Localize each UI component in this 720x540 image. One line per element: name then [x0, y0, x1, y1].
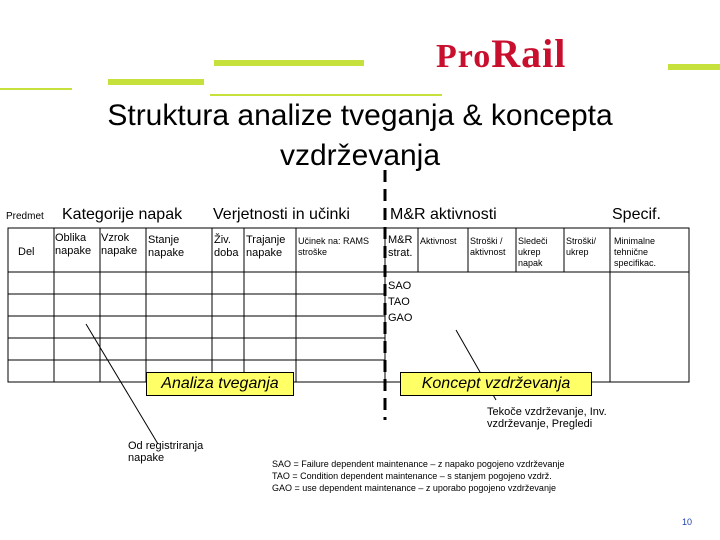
- subheader-ucinek: Učinek na: RAMS stroške: [298, 236, 370, 257]
- note-tekoce: Tekoče vzdrževanje, Inv. vzdrževanje, Pregledi: [487, 406, 607, 430]
- subheader-stanje: Stanje napake: [148, 234, 185, 259]
- subheader-sledeci: Sledeči ukrep napak: [518, 236, 548, 268]
- header-kategorije: Kategorije napak: [62, 206, 183, 223]
- header-predmet: Predmet: [6, 211, 44, 222]
- page-number: 10: [682, 517, 693, 527]
- code-sao: SAO: [388, 280, 412, 292]
- subheader-oblika: Oblika napake: [55, 232, 92, 257]
- subheader-aktivnost: Aktivnost: [420, 236, 457, 246]
- header-mr: M&R aktivnosti: [390, 206, 497, 223]
- legend-tao: TAO = Condition dependent maintenance – s stanjem pogojeno vzdrž.: [272, 471, 552, 481]
- code-tao: TAO: [388, 296, 410, 308]
- note-registriranje: Od registriranja napake: [128, 440, 204, 464]
- subheader-mr-strat: M&R strat.: [388, 234, 413, 259]
- logo-pro: Pro: [436, 38, 492, 75]
- label-analiza-tveganja: Analiza tveganja: [146, 372, 294, 396]
- subheader-minimalne: Minimalne tehnične specifikac.: [614, 236, 657, 268]
- subheader-stroski-ukrep: Stroški/ ukrep: [566, 236, 597, 257]
- title-line-1: Struktura analize tveganja & koncepta: [107, 99, 613, 132]
- legend-gao: GAO = use dependent maintenance – z uporabo pogojeno vzdrževanje: [272, 483, 556, 493]
- code-gao: GAO: [388, 312, 413, 324]
- title-line-2: vzdrževanja: [279, 139, 441, 172]
- subheader-ziv: Živ. doba: [214, 234, 239, 259]
- subheader-del: Del: [18, 246, 35, 258]
- label-koncept-vzdrzevanja: Koncept vzdrževanja: [400, 372, 592, 396]
- header-specif: Specif.: [612, 206, 661, 223]
- header-verjetnosti: Verjetnosti in učinki: [213, 206, 350, 223]
- logo-rail: Rail: [491, 31, 567, 76]
- subheader-vzrok: Vzrok napake: [101, 232, 138, 257]
- legend-sao: SAO = Failure dependent maintenance – z napako pogojeno vzdrževanje: [272, 459, 565, 469]
- legend: [272, 458, 564, 494]
- subheader-trajanje: Trajanje napake: [246, 234, 286, 259]
- subheader-stroski-aktivnost: Stroški / aktivnost: [470, 236, 506, 257]
